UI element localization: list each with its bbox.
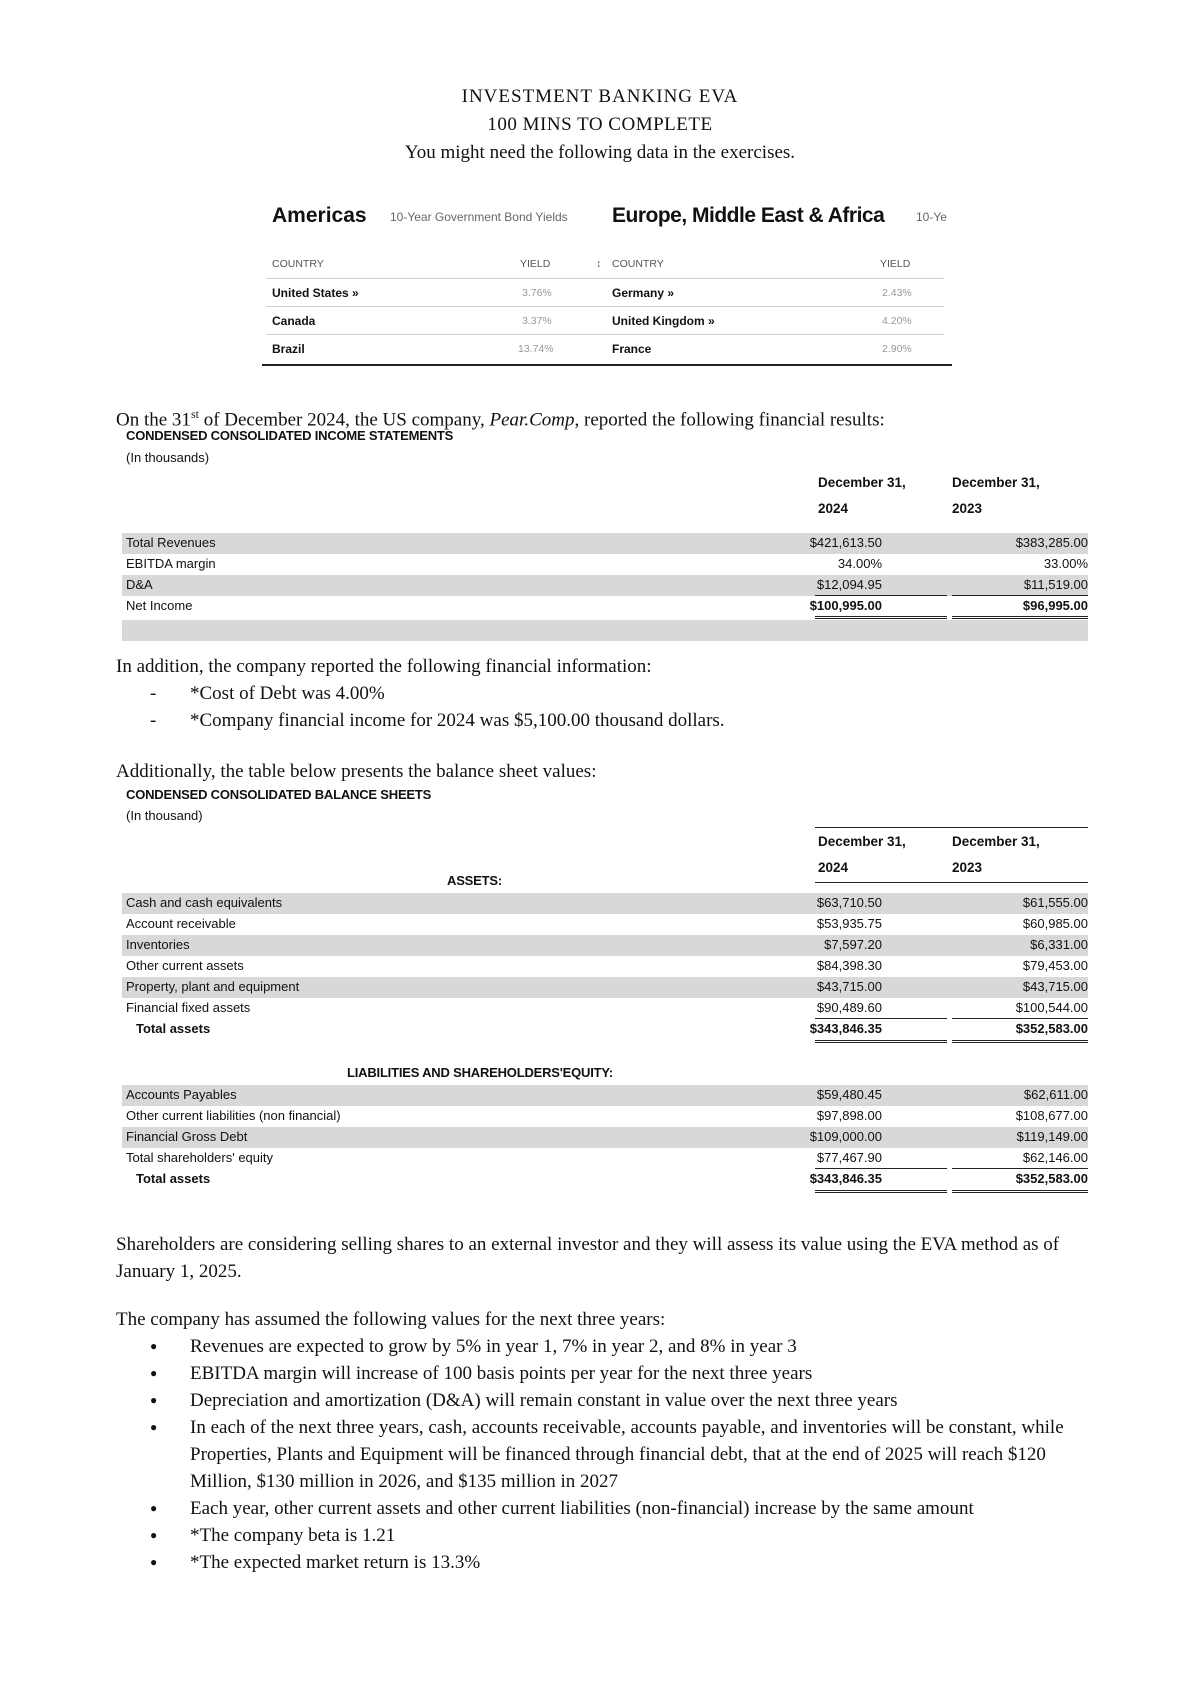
value-2024: $43,715.00 <box>816 979 882 994</box>
emea-country: France <box>612 342 652 356</box>
value-2024: $100,995.00 <box>809 598 882 613</box>
column-header-2024 <box>818 470 906 522</box>
emea-yield-header: YIELD <box>880 258 911 270</box>
emea-subtitle: 10-Ye <box>916 210 947 224</box>
row-label: Other current liabilities (non financial) <box>126 1108 341 1123</box>
income-statement-title: CONDENSED CONSOLIDATED INCOME STATEMENTS <box>126 428 454 443</box>
row-label: Other current assets <box>126 958 244 973</box>
list-item: ● *The company beta is 1.21 <box>150 1522 1100 1549</box>
divider <box>266 278 944 279</box>
value-2024: $84,398.30 <box>816 958 882 973</box>
americas-yield-header: YIELD <box>520 258 551 270</box>
row-label: Total Revenues <box>126 535 216 550</box>
list-item: ● In each of the next three years, cash, accounts receivable, accounts payable, and inventories will be constant, while Properties, Plants and Equipment will be financed through financial debt, that at the end of 2025 will reach $120 Million, $130 million in 2026, and $135 million in 2027 <box>150 1414 1100 1495</box>
asset-row <box>122 998 1088 1019</box>
asset-row <box>122 977 1088 998</box>
value-2023: $6,331.00 <box>1030 937 1088 952</box>
balance-sheet-unit: (In thousand) <box>126 808 203 823</box>
liabilities-section-header: LIABILITIES AND SHAREHOLDERS'EQUITY: <box>347 1065 614 1080</box>
value-2023: $79,453.00 <box>1022 958 1088 973</box>
value-2023: $43,715.00 <box>1022 979 1088 994</box>
emea-heading: Europe, Middle East & Africa <box>612 204 885 227</box>
liabilities-total-row <box>122 1169 1088 1190</box>
row-label: Total shareholders' equity <box>126 1150 274 1165</box>
row-label: Property, plant and equipment <box>126 979 300 994</box>
column-header-line: December 31, <box>952 475 1040 490</box>
income-row-net-income <box>122 596 1088 617</box>
balance-sheet-title: CONDENSED CONSOLIDATED BALANCE SHEETS <box>126 787 432 802</box>
column-header-2024 <box>818 829 906 881</box>
income-empty-row <box>122 620 1088 641</box>
list-item: - *Company financial income for 2024 was $5,100.00 thousand dollars. <box>150 707 725 734</box>
bond-yields-panel <box>262 194 952 372</box>
value-2023: $60,985.00 <box>1022 916 1088 931</box>
eva-paragraph: Shareholders are considering selling shares to an external investor and they will assess its value using the EVA method as of January 1, 2025. <box>116 1234 1060 1282</box>
americas-yield: 13.74% <box>518 343 554 355</box>
row-label: Financial Gross Debt <box>126 1129 248 1144</box>
company-name: Pear.Comp <box>489 409 575 431</box>
column-header-2023 <box>952 829 1040 881</box>
row-label: Inventories <box>126 937 190 952</box>
column-header-2023 <box>952 470 1040 522</box>
value-2024: $77,467.90 <box>816 1150 882 1165</box>
americas-country-header: COUNTRY <box>272 258 324 270</box>
total-double-rule <box>952 1040 1088 1043</box>
liability-row <box>122 1127 1088 1148</box>
list-item: ● Revenues are expected to grow by 5% in year 1, 7% in year 2, and 8% in year 3 <box>150 1333 1100 1360</box>
americas-heading: Americas <box>272 204 367 227</box>
document-title: INVESTMENT BANKING EVA <box>461 86 739 107</box>
row-label: Total assets <box>136 1021 211 1036</box>
column-divider: ↕ <box>596 258 602 270</box>
total-double-rule <box>815 616 947 619</box>
value-2023: 33.00% <box>1043 556 1088 571</box>
row-label: D&A <box>126 577 153 592</box>
value-2024: $97,898.00 <box>816 1108 882 1123</box>
value-2024: $59,480.45 <box>816 1087 882 1102</box>
liability-row <box>122 1085 1088 1106</box>
value-2023: $11,519.00 <box>1023 577 1088 592</box>
column-header-line: December 31, <box>818 475 906 490</box>
value-2023: $62,146.00 <box>1022 1150 1088 1165</box>
value-2024: $90,489.60 <box>816 1000 882 1015</box>
value-2023: $62,611.00 <box>1023 1087 1088 1102</box>
value-2024: $53,935.75 <box>816 916 882 931</box>
value-2023: $96,995.00 <box>1022 598 1088 613</box>
column-header-line: December 31, <box>952 834 1040 849</box>
divider <box>266 306 944 307</box>
americas-country[interactable]: United States » <box>272 286 359 300</box>
additional-info-intro: In addition, the company reported the following financial information: <box>116 656 652 677</box>
value-2024: $343,846.35 <box>809 1021 882 1036</box>
value-2023: $61,555.00 <box>1022 895 1088 910</box>
americas-yield: 3.37% <box>522 315 552 327</box>
row-label: Financial fixed assets <box>126 1000 251 1015</box>
value-2024: 34.00% <box>837 556 882 571</box>
row-label: Total assets <box>136 1171 211 1186</box>
emea-country[interactable]: United Kingdom » <box>612 314 715 328</box>
balance-intro: Additionally, the table below presents the balance sheet values: <box>116 761 597 782</box>
total-double-rule <box>815 1190 947 1193</box>
list-item: ● *The expected market return is 13.3% <box>150 1549 1100 1576</box>
column-header-line: December 31, <box>818 834 906 849</box>
americas-subtitle: 10-Year Government Bond Yields <box>390 210 568 224</box>
value-2023: $108,677.00 <box>1015 1108 1088 1123</box>
header-top-rule <box>815 827 1088 828</box>
value-2024: $109,000.00 <box>809 1129 882 1144</box>
additional-info-list <box>150 680 725 734</box>
total-double-rule <box>952 1190 1088 1193</box>
americas-country: Brazil <box>272 342 305 356</box>
income-row-da <box>122 575 1088 596</box>
value-2024: $12,094.95 <box>816 577 882 592</box>
assets-total-row <box>122 1019 1088 1040</box>
emea-yield: 2.90% <box>882 343 912 355</box>
value-2024: $63,710.50 <box>816 895 882 910</box>
value-2023: $352,583.00 <box>1015 1171 1088 1186</box>
liability-row <box>122 1148 1088 1169</box>
total-double-rule <box>952 616 1088 619</box>
emea-country[interactable]: Germany » <box>612 286 675 300</box>
row-label: EBITDA margin <box>126 556 216 571</box>
value-2023: $119,149.00 <box>1016 1129 1088 1144</box>
assets-section-header: ASSETS: <box>447 873 502 888</box>
value-2023: $352,583.00 <box>1015 1021 1088 1036</box>
asset-row <box>122 935 1088 956</box>
results-intro-text: , reported the following financial results: <box>574 409 885 431</box>
income-statement-unit: (In thousands) <box>126 450 210 465</box>
ordinal-suffix: st <box>190 407 199 421</box>
table-bottom-rule <box>262 364 952 366</box>
assumptions-intro: The company has assumed the following values for the next three years: <box>116 1309 666 1330</box>
list-item: ● EBITDA margin will increase of 100 basis points per year for the next three years <box>150 1360 1100 1387</box>
divider <box>266 334 944 335</box>
value-2024: $421,613.50 <box>809 535 882 550</box>
list-item: - *Cost of Debt was 4.00% <box>150 680 725 707</box>
asset-row <box>122 914 1088 935</box>
header-bottom-rule <box>815 882 1088 883</box>
emea-country-header: COUNTRY <box>612 258 664 270</box>
column-header-line: 2023 <box>952 860 983 875</box>
row-label: Account receivable <box>126 916 236 931</box>
asset-row <box>122 893 1088 914</box>
americas-yield: 3.76% <box>522 287 552 299</box>
results-intro-text: On the 31 <box>116 409 191 431</box>
row-label: Net Income <box>126 598 193 613</box>
americas-country: Canada <box>272 314 316 328</box>
column-header-line: 2024 <box>818 860 849 875</box>
intro-note: You might need the following data in the exercises. <box>404 142 796 163</box>
value-2023: $383,285.00 <box>1015 535 1088 550</box>
emea-yield: 2.43% <box>882 287 912 299</box>
column-header-line: 2024 <box>818 501 849 516</box>
value-2024: $7,597.20 <box>824 937 882 952</box>
list-item: ● Each year, other current assets and other current liabilities (non-financial) increase by the same amount <box>150 1495 1100 1522</box>
asset-row <box>122 956 1088 977</box>
income-row-total-revenues <box>122 533 1088 554</box>
income-row-ebitda-margin <box>122 554 1088 575</box>
row-label: Accounts Payables <box>126 1087 237 1102</box>
assumptions-list <box>150 1333 1100 1576</box>
emea-yield: 4.20% <box>882 315 912 327</box>
column-header-line: 2023 <box>952 501 983 516</box>
time-limit: 100 MINS TO COMPLETE <box>487 114 713 135</box>
value-2024: $343,846.35 <box>809 1171 882 1186</box>
liability-row <box>122 1106 1088 1127</box>
value-2023: $100,544.00 <box>1015 1000 1088 1015</box>
results-intro-text: of December 2024, the US company, <box>198 409 490 431</box>
row-label: Cash and cash equivalents <box>126 895 283 910</box>
total-double-rule <box>815 1040 947 1043</box>
list-item: ● Depreciation and amortization (D&A) will remain constant in value over the next three years <box>150 1387 1100 1414</box>
